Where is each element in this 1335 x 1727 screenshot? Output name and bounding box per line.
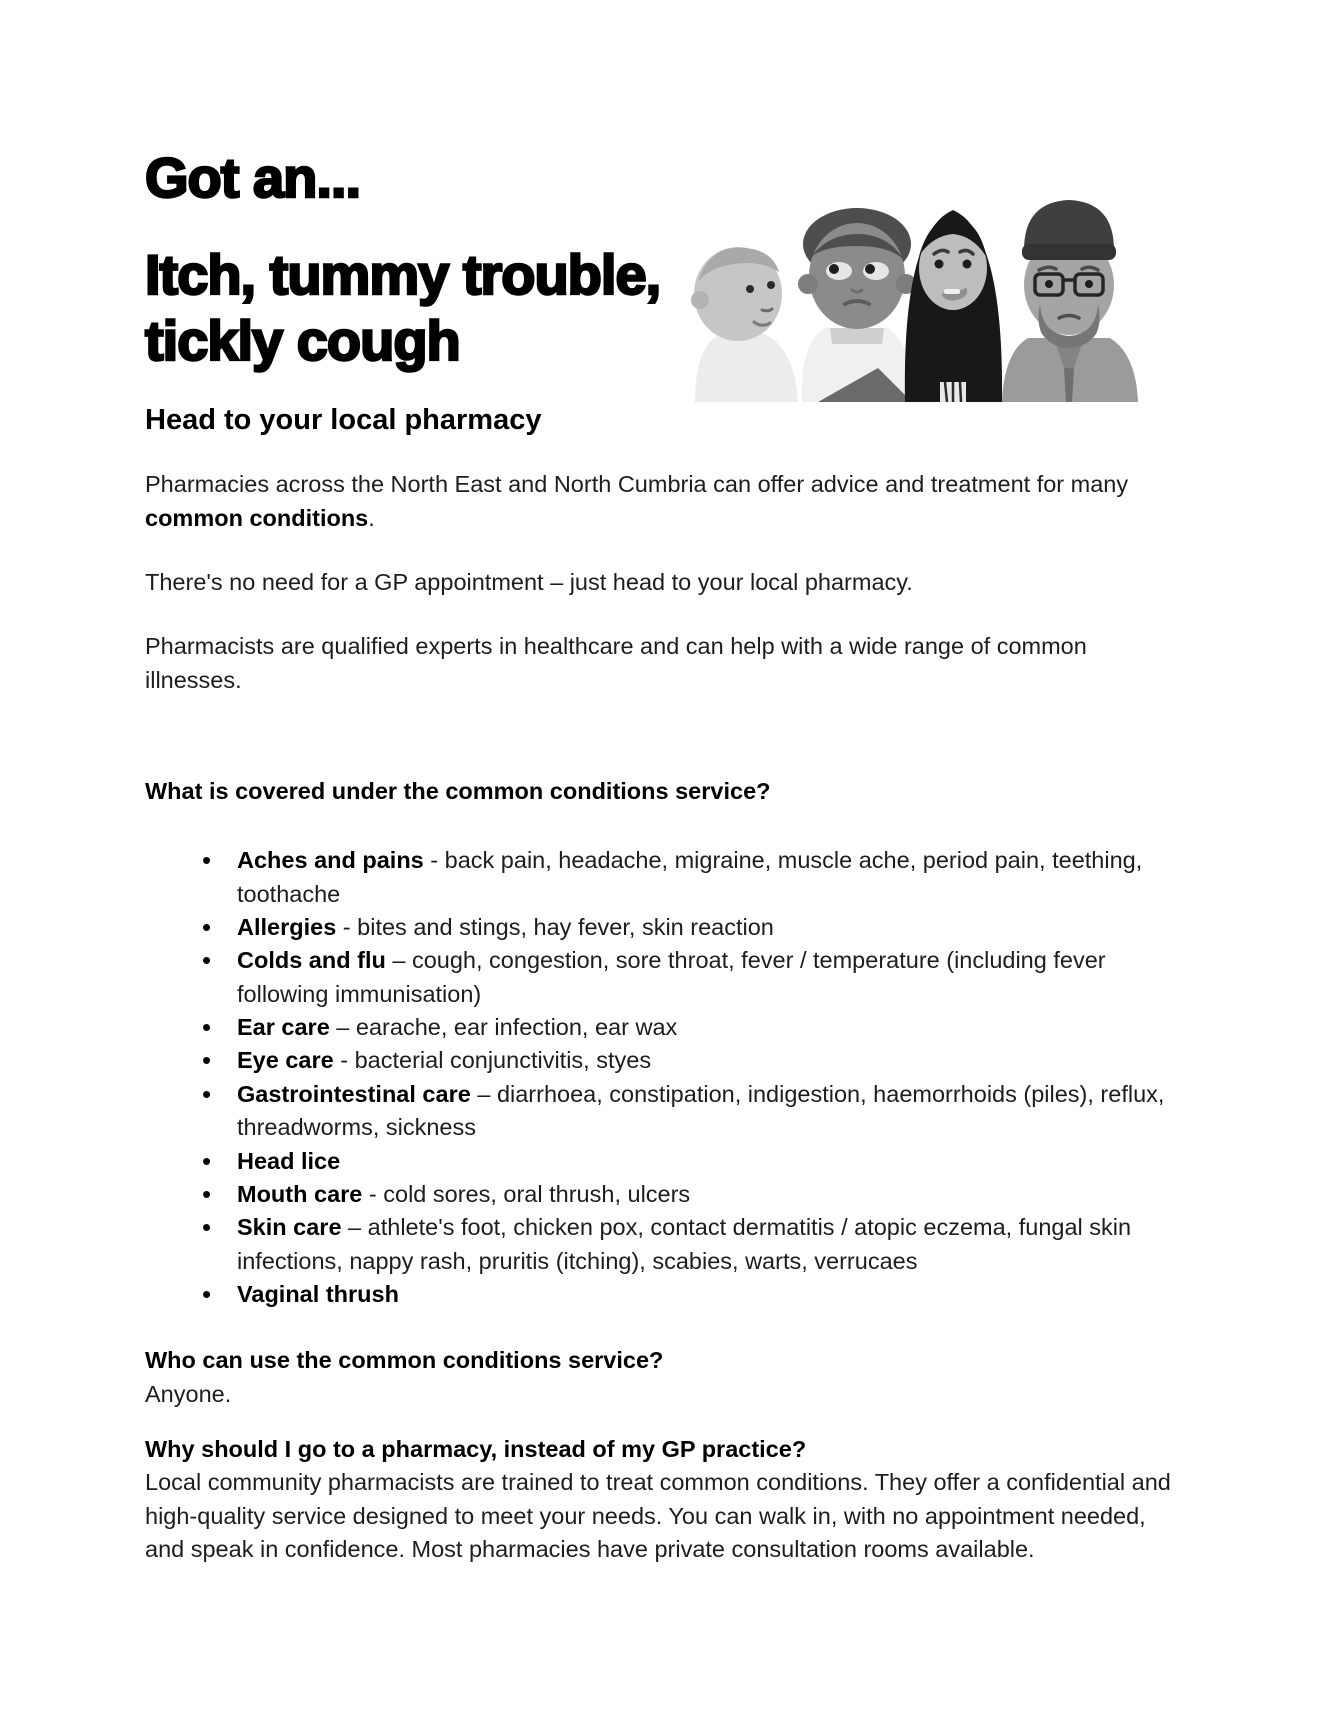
photo-person-boy (798, 208, 916, 402)
list-item-gastro (237, 1078, 1190, 1145)
condition-separator: – (470, 1080, 497, 1107)
condition-term: Eye care (237, 1047, 334, 1074)
intro-p1-period: . (368, 504, 375, 531)
qa-who-can-use (145, 1344, 1190, 1411)
intro-p1-bold: common conditions (145, 504, 369, 531)
photo-person-man (1002, 200, 1138, 402)
list-item-aches (237, 844, 1190, 911)
condition-separator: - (336, 914, 358, 941)
list-item-allergies (237, 911, 1190, 944)
intro-paragraph-1 (145, 468, 1175, 535)
condition-desc: athlete's foot, chicken pox, contact dermatitis / atopic eczema, fungal skin infections, nappy rash, pruritis (itching), scabies, warts, verrucaes (237, 1214, 1132, 1274)
condition-separator: – (385, 947, 412, 974)
condition-desc: cold sores, oral thrush, ulcers (383, 1180, 691, 1207)
condition-separator: - (333, 1047, 355, 1074)
title-lines-2-3 (145, 242, 705, 374)
condition-separator: – (341, 1214, 368, 1241)
condition-term: Mouth care (237, 1180, 363, 1207)
list-item-skin-care (237, 1211, 1190, 1278)
answer-text: Local community pharmacists are trained to treat common conditions. They offer a confidential and high-quality service designed to meet your needs. You can walk in, with no appointment needed, and speak in confidence. Most pharmacies have private consultation rooms available. (145, 1469, 1171, 1563)
list-item-colds-flu (237, 944, 1190, 1011)
subheading: Head to your local pharmacy (145, 404, 542, 437)
conditions-list (145, 844, 1190, 1311)
answer-text: Anyone. (145, 1380, 232, 1407)
condition-term: Ear care (237, 1014, 330, 1041)
condition-separator: – (329, 1014, 356, 1041)
condition-term: Allergies (237, 914, 337, 941)
intro-paragraph-2: There's no need for a GP appointment – just head to your local pharmacy. (145, 568, 913, 595)
condition-term: Aches and pains (237, 847, 424, 874)
condition-desc: diarrhoea, constipation, indigestion, haemorrhoids (piles), reflux, threadworms, sickness (237, 1080, 1165, 1141)
condition-desc: bites and stings, hay fever, skin reaction (357, 914, 774, 941)
condition-desc: back pain, headache, migraine, muscle ache, period pain, teething, toothache (237, 847, 1143, 907)
list-item-vaginal-thrush (237, 1278, 1190, 1311)
condition-term: Colds and flu (237, 947, 386, 974)
list-item-head-lice (237, 1145, 1190, 1178)
covered-section-heading: What is covered under the common conditions service? (145, 777, 771, 804)
worried-people-photo-svg (650, 172, 1142, 402)
condition-desc: bacterial conjunctivitis, styes (354, 1047, 652, 1074)
condition-term: Vaginal thrush (237, 1280, 399, 1307)
condition-separator: - (362, 1180, 384, 1207)
question-heading: Who can use the common conditions service? (145, 1347, 664, 1374)
list-item-eye-care (237, 1044, 1190, 1077)
condition-term: Skin care (237, 1214, 342, 1241)
photo-person-baby (691, 247, 798, 402)
title-line-1: Got an... (145, 146, 360, 209)
worried-people-photo (650, 172, 1142, 402)
question-heading: Why should I go to a pharmacy, instead of my GP practice? (145, 1436, 807, 1463)
title-line-2: Itch, tummy trouble, (145, 243, 661, 306)
condition-desc: cough, congestion, sore throat, fever / temperature (including fever following immunisation) (237, 947, 1106, 1007)
list-item-mouth-care (237, 1178, 1190, 1211)
qa-why-pharmacy (145, 1433, 1190, 1566)
condition-separator: - (423, 847, 445, 874)
condition-term: Head lice (237, 1147, 341, 1174)
photo-person-woman (905, 210, 1002, 402)
condition-term: Gastrointestinal care (237, 1080, 471, 1107)
intro-paragraph-3: Pharmacists are qualified experts in healthcare and can help with a wide range of common illnesses. (145, 633, 1087, 693)
list-item-ear-care (237, 1011, 1190, 1044)
condition-desc: earache, ear infection, ear wax (355, 1014, 678, 1041)
intro-p1-text: Pharmacies across the North East and North Cumbria can offer advice and treatment for many (145, 471, 1129, 498)
title-line-3: tickly cough (145, 309, 460, 373)
